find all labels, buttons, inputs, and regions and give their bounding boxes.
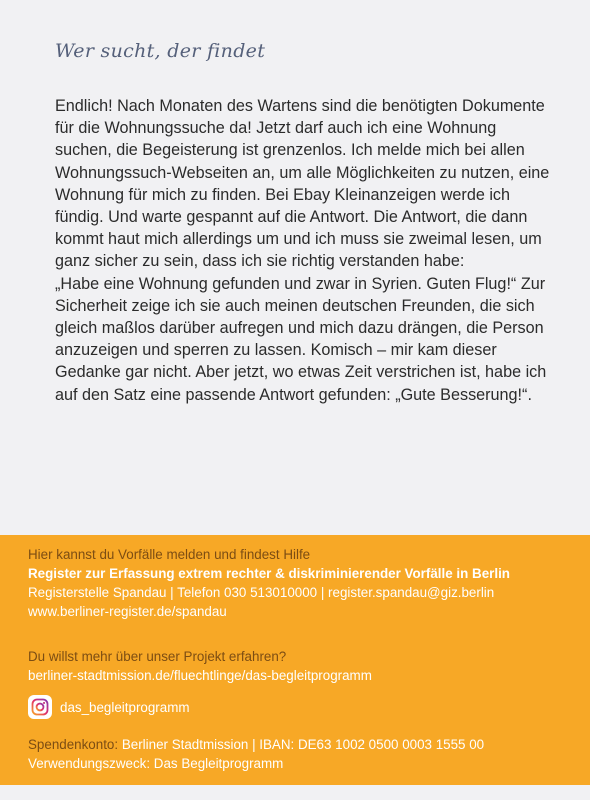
donation-purpose: Verwendungszweck: Das Begleitprogramm <box>28 756 284 771</box>
register-contact[interactable]: Registerstelle Spandau | Telefon 030 513010000 | register.spandau@giz.berlin <box>28 585 495 600</box>
project-link[interactable]: berliner-stadtmission.de/fluechtlinge/das-begleitprogramm <box>28 668 372 683</box>
project-heading: Du willst mehr über unser Projekt erfahren? <box>28 649 287 664</box>
info-footer <box>0 535 590 785</box>
help-block <box>28 545 510 621</box>
project-block <box>28 647 372 685</box>
instagram-icon <box>28 695 52 719</box>
instagram-row[interactable] <box>28 695 190 719</box>
story-body <box>55 95 555 406</box>
story-paragraph: Endlich! Nach Monaten des Wartens sind die benötigten Dokumente für die Wohnungssuche da! Jetzt darf auch ich eine Wohnung suchen, die Begeisterung ist grenzenlos. Ich melde mich bei allen Wohnungssuch-Webseiten an, um alle Möglichkeiten zu nutzen, eine Wohnung für mich zu finden. Bei Ebay Kleinanzeigen werde ich fündig. Und warte gespannt auf die Antwort. Die Antwort, die dann kommt haut mich allerdings um und ich muss sie zweimal lesen, um ganz sicher zu sein, dass ich sie richtig verstanden habe: <box>55 97 550 271</box>
story-heading: Wer sucht, der findet <box>55 40 266 62</box>
instagram-handle[interactable]: das_begleitprogramm <box>60 699 190 715</box>
donation-line <box>28 735 484 754</box>
donation-value: Berliner Stadtmission | IBAN: DE63 1002 0500 0003 1555 00 <box>121 737 485 752</box>
page-edge <box>590 0 596 800</box>
donation-block <box>28 735 484 773</box>
register-link[interactable]: www.berliner-register.de/spandau <box>28 604 227 619</box>
bottom-strip <box>0 785 590 800</box>
register-title: Register zur Erfassung extrem rechter & diskriminierender Vorfälle in Berlin <box>28 566 510 581</box>
donation-label: Spendenkonto: <box>28 737 119 752</box>
story-quote-paragraph: „Habe eine Wohnung gefunden und zwar in Syrien. Guten Flug!“ Zur Sicherheit zeige ich sie auch meinen deutschen Freunden, die sich gleich maßlos darüber aufregen und mich dazu drängen, die Person anzuzeigen und sperren zu lassen. Komisch – mir kam dieser Gedanke gar nicht. Aber jetzt, wo etwas Zeit verstrichen ist, habe ich auf den Satz eine passende Antwort gefunden: „Gute Besserung!“. <box>55 274 547 404</box>
help-heading: Hier kannst du Vorfälle melden und findest Hilfe <box>28 547 311 562</box>
